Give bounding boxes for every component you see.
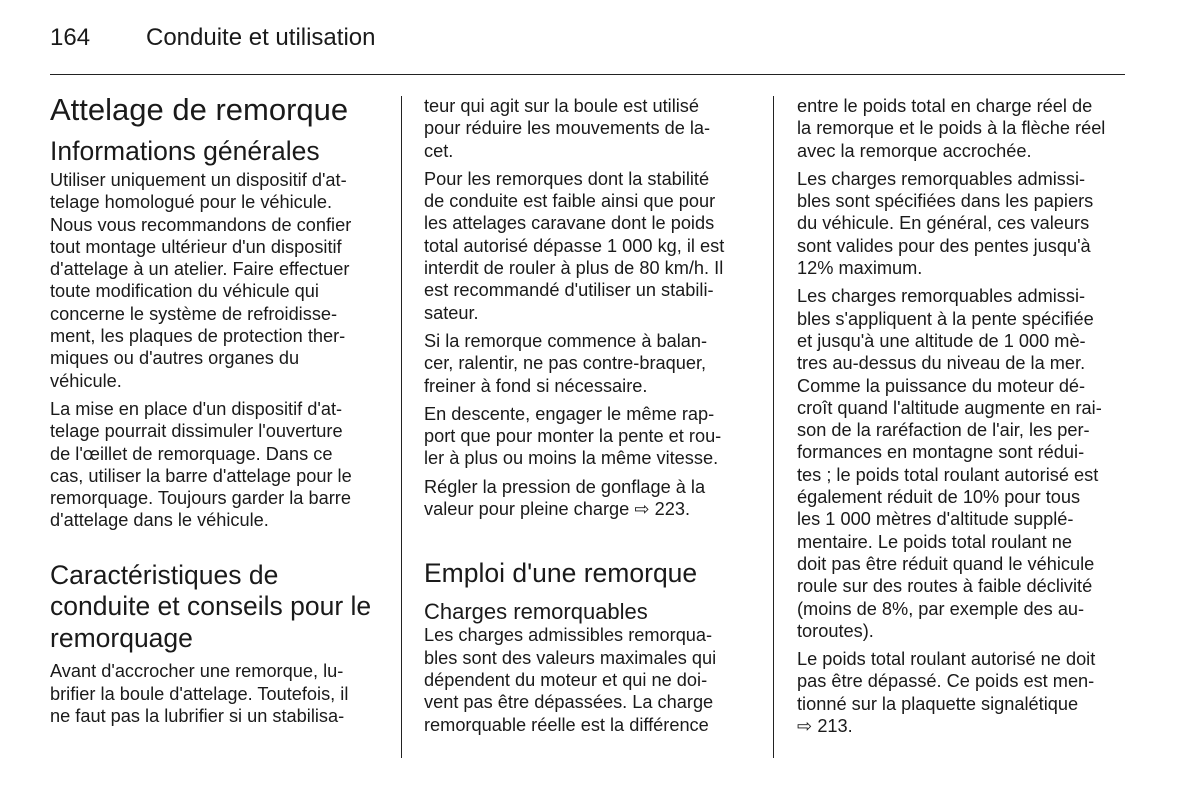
paragraph: Les charges remorquables admissi- bles sont spécifiées dans les papiers du véhicule. En général, ces valeurs sont valides pour des pentes jusqu'à 12% maximum. — [797, 168, 1094, 279]
paragraph: La mise en place d'un dispositif d'at- telage pourrait dissimuler l'ouverture de l'œillet de remorquage. Dans ce cas, utiliser la barre d'attelage pour le remorquage. Toujours garder la barre d'attelage dans le véhicule. — [50, 398, 352, 531]
page-reference-arrow-icon: ⇨ — [634, 499, 650, 520]
paragraph-text: Régler la pression de gonflage à la valeur pour pleine charge — [424, 476, 706, 520]
paragraph — [424, 476, 764, 521]
heading-driving-tips: Caractéristiques de conduite et conseils pour le remorquage — [50, 559, 372, 653]
column-3 — [797, 95, 1137, 743]
paragraph-text: Le poids total roulant autorisé ne doit pas être dépassé. Ce poids est men- tionné sur la plaquette signalétique — [797, 649, 1096, 714]
paragraph: Les charges remorquables admissi- bles s'appliquent à la pente spécifiée et jusqu'à une altitude de 1 000 mè- tres au-dessus du niveau de la mer. Comme la puissance du moteur dé- croît quand l'altitude augmente en rai- son de la raréfaction de l'air, les per- formances en montagne sont rédui- tes ; le poids total roulant autorisé est également réduit de 10% pour tous les 1 000 mètres d'altitude supplé- mentaire. Le poids total roulant ne doit pas être réduit quand le véhicule roule sur des routes à faible déclivité (moins de 8%, par exemple des au- toroutes). — [797, 286, 1102, 641]
heading-trailer-use: Emploi d'une remorque — [424, 558, 698, 589]
column-divider-1 — [401, 96, 402, 758]
page-number: 164 — [50, 24, 91, 51]
page-reference-arrow-icon: ⇨ — [797, 716, 813, 737]
paragraph: Utiliser uniquement un dispositif d'at- telage homologué pour le véhicule. Nous vous recommandons de confier tout montage ultérieur d'un dispositif d'attelage à un atelier. Faire effectuer toute modification du véhicule qui concerne le système de refroidisse- ment, les plaques de protection ther- miques ou d'autres organes du véhicule. — [50, 170, 352, 391]
paragraph — [797, 648, 1137, 737]
header-rule — [50, 74, 1125, 75]
paragraph: teur qui agit sur la boule est utilisé pour réduire les mouvements de la- cet. — [424, 96, 711, 161]
heading-general-info: Informations générales — [50, 136, 320, 166]
paragraph: Si la remorque commence à balan- cer, ralentir, ne pas contre-braquer, freiner à fond si nécessaire. — [424, 330, 708, 396]
page-reference[interactable]: 223. — [654, 499, 691, 520]
page-reference[interactable]: 213. — [817, 716, 853, 737]
paragraph: Les charges admissibles remorqua- bles sont des valeurs maximales qui dépendent du moteur et qui ne doi- vent pas être dépassées. La charge remorquable réelle est la différence — [424, 625, 717, 735]
subheading-towing-loads: Charges remorquables — [424, 599, 648, 625]
paragraph: Pour les remorques dont la stabilité de conduite est faible ainsi que pour les attelages caravane dont le poids total autorisé dépasse 1 000 kg, il est interdit de rouler à plus de 80 km/h. Il est recommandé d'utiliser un stabili- sateur. — [424, 168, 725, 323]
paragraph: En descente, engager le même rap- port que pour monter la pente et rou- ler à plus ou moins la même vitesse. — [424, 403, 722, 469]
column-2 — [424, 95, 764, 742]
column-divider-2 — [773, 96, 774, 758]
paragraph: entre le poids total en charge réel de la remorque et le poids à la flèche réel avec la remorque accrochée. — [797, 96, 1106, 161]
column-1 — [50, 92, 390, 733]
paragraph: Avant d'accrocher une remorque, lu- brifier la boule d'attelage. Toutefois, il ne faut pas la lubrifier si un stabilisa- — [50, 661, 349, 726]
page-header — [50, 24, 375, 52]
section-title: Conduite et utilisation — [146, 24, 376, 51]
main-heading: Attelage de remorque — [50, 92, 349, 127]
